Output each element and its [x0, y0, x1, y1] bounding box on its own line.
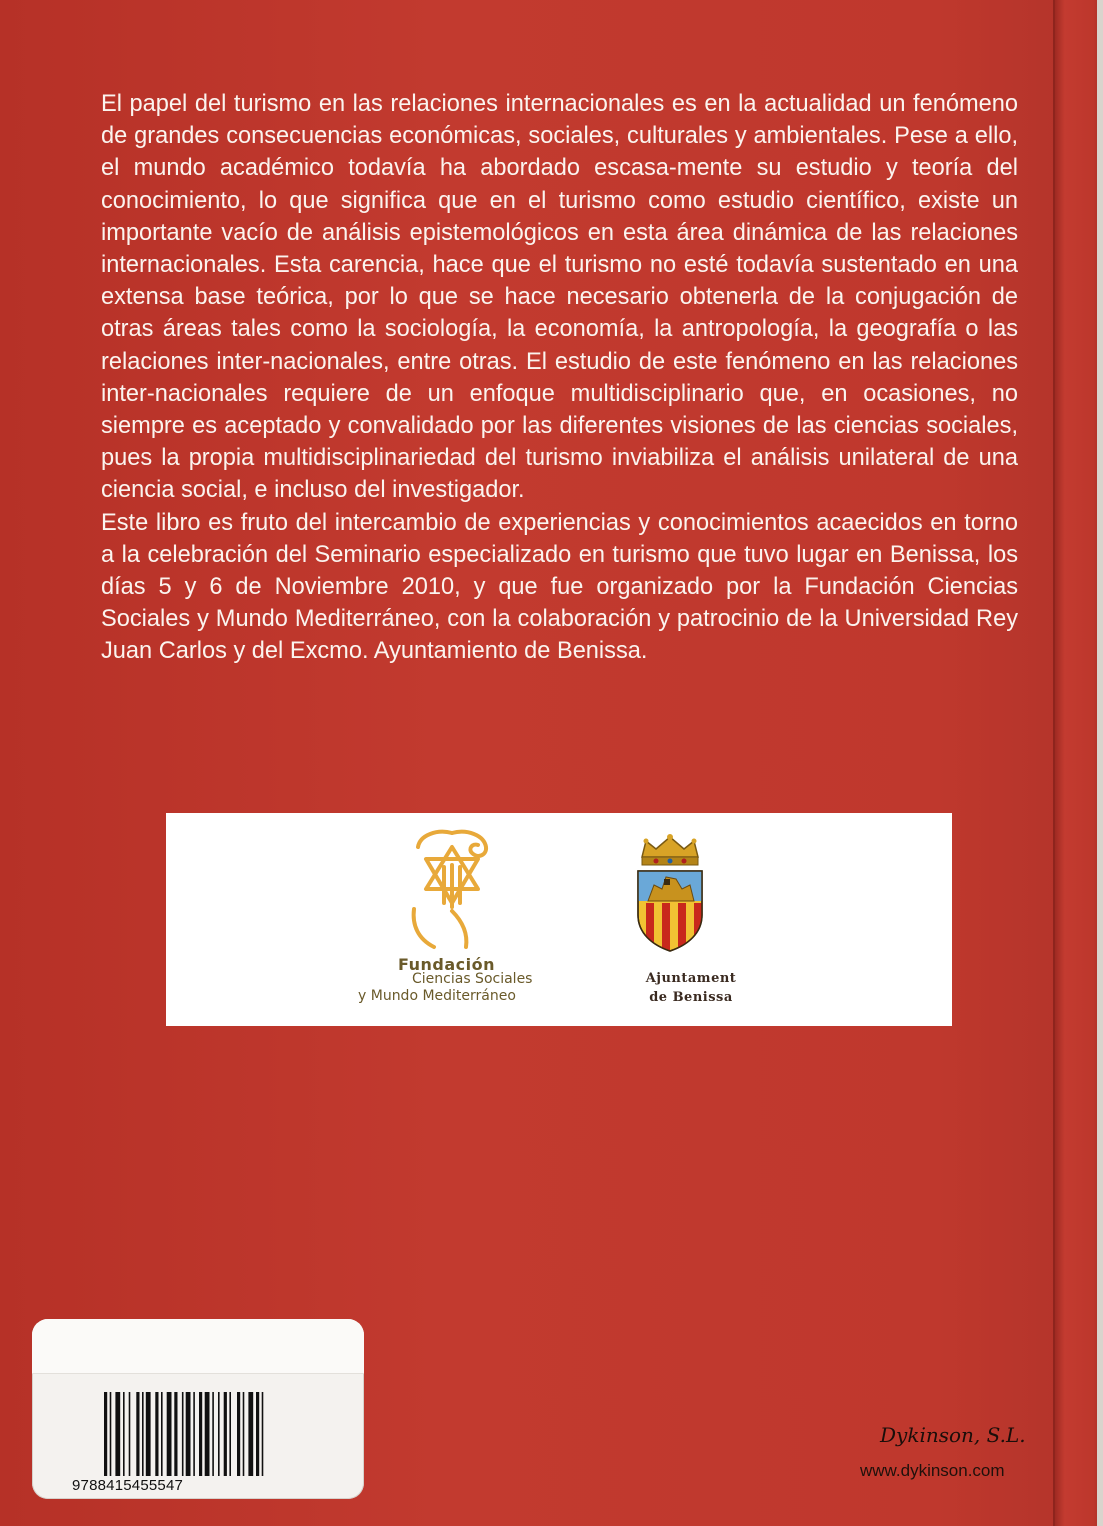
fundacion-subtitle-2: y Mundo Mediterráneo: [358, 988, 516, 1004]
blurb-text: [101, 88, 1018, 668]
fundacion-logo: [358, 825, 566, 1025]
fundacion-name: Fundación: [398, 955, 496, 974]
ajuntament-line-2: de Benissa: [649, 990, 733, 1005]
blurb-paragraph-1: El papel del turismo en las relaciones internacionales es en la actualidad un fenómeno de grandes consecuencias económicas, sociales, culturales y ambientales. Pese a ello, el mundo académico todavía ha abordado escasa-mente su estudio y teoría del conocimiento, lo que significa que en el turismo como estudio científico, existe un importante vacío de análisis epistemológicos en esta área dinámica de las relaciones internacionales. Esta carencia, hace que el turismo no esté todavía sustentado en una extensa base teórica, por lo que se hace necesario obtenerla de la conjugación de otras áreas tales como la sociología, la economía, la antropología, la geografía o las relaciones inter-nacionales, entre otras. El estudio de este fenómeno en las relaciones inter-nacionales requiere de un enfoque multidisciplinario que, en ocasiones, no siempre es aceptado y convalidado por las diferentes visiones de las ciencias sociales, pues la propia multidisciplinariedad del turismo inviabiliza el análisis unilateral de una ciencia social, e incluso del investigador.: [101, 91, 1018, 504]
ajuntament-logo: [616, 833, 736, 1023]
blurb-paragraph-2: Este libro es fruto del intercambio de experiencias y conocimientos acaecidos en torno a la celebración del Seminario especializado en turismo que tuvo lugar en Benissa, los días 5 y 6 de Noviembre 2010, y que fue organizado por la Fundación Ciencias Sociales y Mundo Mediterráneo, con la colaboración y patrocinio de la Universidad Rey Juan Carlos y del Excmo. Ayuntamiento de Benissa.: [101, 509, 1018, 665]
coat-of-arms-icon: [632, 833, 708, 953]
publisher-signature: Dykinson, S.L.: [880, 1423, 1026, 1447]
ajuntament-line-1: Ajuntament: [645, 971, 737, 986]
fundacion-subtitle-1: Ciencias Sociales: [412, 971, 533, 987]
sticker-top: [32, 1319, 364, 1374]
barcode-icon: [104, 1392, 300, 1476]
book-spine: [1053, 0, 1103, 1526]
column-star-logo-icon: [392, 825, 512, 955]
publisher-url: www.dykinson.com: [860, 1461, 1005, 1480]
barcode-sticker: [32, 1319, 364, 1499]
ajuntament-name: [616, 969, 766, 1007]
page-edge: [1097, 0, 1103, 1526]
isbn-number: 9788415455547: [72, 1477, 184, 1494]
sponsor-logos-panel: [166, 813, 952, 1026]
